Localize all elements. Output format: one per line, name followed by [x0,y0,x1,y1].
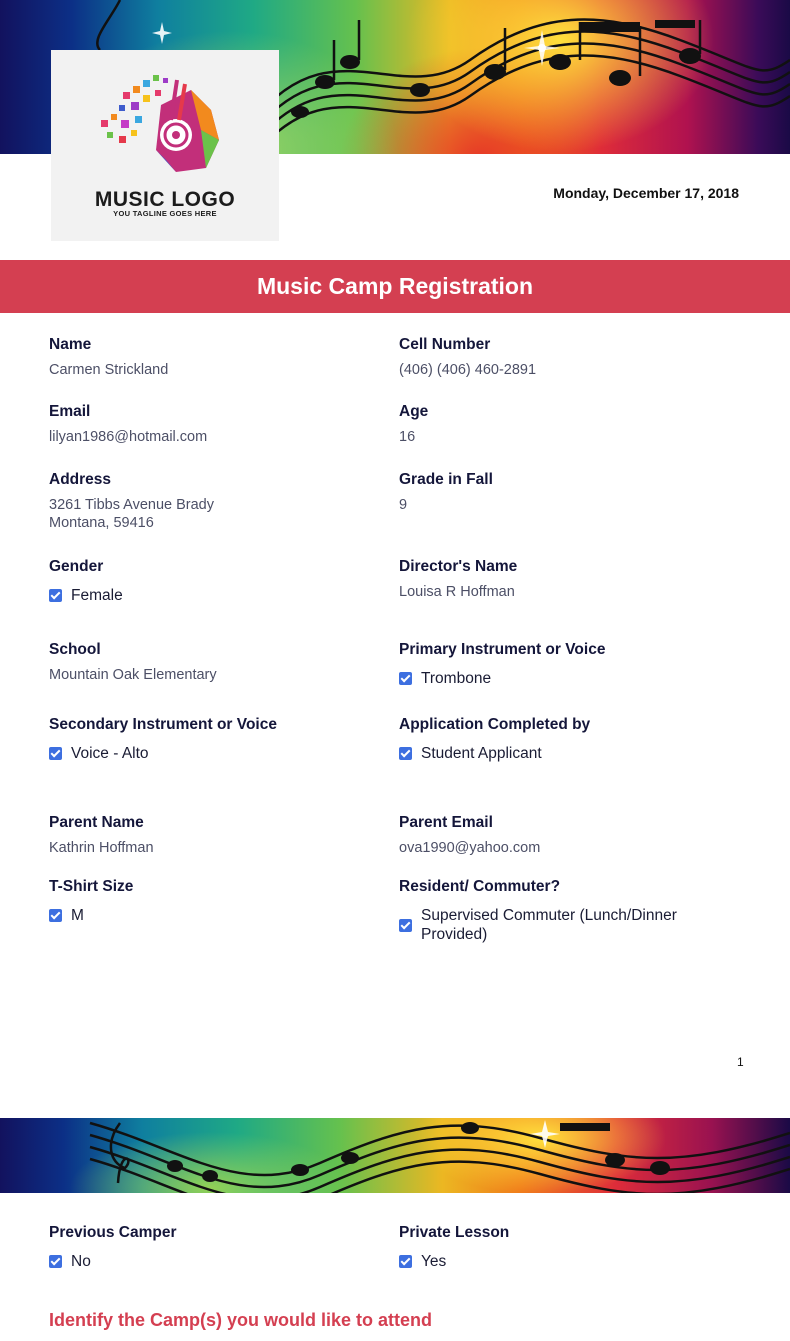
secondary-instrument-label: Secondary Instrument or Voice [49,716,277,733]
field-name [49,336,379,379]
checkbox-checked-icon[interactable] [49,1255,62,1268]
resident-option[interactable] [399,906,699,944]
field-director [399,558,729,601]
completed-by-option[interactable] [399,744,729,763]
tshirt-size-option[interactable] [49,906,379,925]
gender-value: Female [71,587,123,604]
director-value: Louisa R Hoffman [399,584,515,600]
private-lesson-label: Private Lesson [399,1224,510,1241]
field-cell-number [399,336,729,379]
school-label: School [49,641,101,658]
field-private-lesson [399,1224,729,1271]
page-number: 1 [737,1055,744,1069]
field-grade [399,471,729,514]
resident-label: Resident/ Commuter? [399,878,561,895]
music-logo [51,50,279,241]
tshirt-size-label: T-Shirt Size [49,878,134,895]
field-address [49,471,379,532]
field-tshirt-size [49,878,379,925]
name-label: Name [49,336,92,353]
checkbox-checked-icon[interactable] [49,589,62,602]
secondary-instrument-option[interactable] [49,744,379,763]
name-value: Carmen Strickland [49,362,169,378]
field-primary-instrument [399,641,729,688]
page2-banner [0,1118,790,1193]
email-label: Email [49,403,91,420]
school-value: Mountain Oak Elementary [49,667,217,683]
cell-number-label: Cell Number [399,336,491,353]
checkbox-checked-icon[interactable] [399,919,412,932]
private-lesson-value: Yes [421,1253,447,1270]
logo-name: MUSIC LOGO [94,188,236,211]
checkbox-checked-icon[interactable] [399,672,412,685]
completed-by-label: Application Completed by [399,716,591,733]
checkbox-checked-icon[interactable] [49,747,62,760]
checkbox-checked-icon[interactable] [399,1255,412,1268]
resident-value: Supervised Commuter (Lunch/Dinner Provided) [421,907,677,943]
address-line2: Montana, 59416 [49,515,154,531]
previous-camper-value: No [71,1253,91,1270]
parent-name-label: Parent Name [49,814,144,831]
parent-email-value: ova1990@yahoo.com [399,840,541,856]
completed-by-value: Student Applicant [421,745,542,762]
form-title: Music Camp Registration [0,260,790,313]
age-label: Age [399,403,429,420]
secondary-instrument-value: Voice - Alto [71,745,149,762]
logo-graphic-icon [51,50,279,190]
grade-label: Grade in Fall [399,471,493,488]
field-parent-email [399,814,729,857]
field-school [49,641,379,684]
tshirt-size-value: M [71,907,84,924]
parent-name-value: Kathrin Hoffman [49,840,154,856]
checkbox-checked-icon[interactable] [399,747,412,760]
document-date: Monday, December 17, 2018 [553,185,739,201]
camps-heading: Identify the Camp(s) you would like to attend [49,1310,433,1330]
private-lesson-option[interactable] [399,1252,729,1271]
director-label: Director's Name [399,558,518,575]
age-value: 16 [399,429,416,445]
gender-option[interactable] [49,586,379,605]
field-parent-name [49,814,379,857]
parent-email-label: Parent Email [399,814,493,831]
cell-number-value: (406) (406) 460-2891 [399,362,537,378]
field-resident [399,878,729,944]
field-gender [49,558,379,605]
logo-tagline: YOU TAGLINE GOES HERE [113,209,217,218]
field-previous-camper [49,1224,379,1271]
primary-instrument-option[interactable] [399,669,729,688]
music-notes-decoration [0,1118,790,1193]
primary-instrument-value: Trombone [421,670,492,687]
field-email [49,403,379,446]
address-label: Address [49,471,112,488]
email-value: lilyan1986@hotmail.com [49,429,208,445]
previous-camper-label: Previous Camper [49,1224,177,1241]
grade-value: 9 [399,497,408,513]
field-age [399,403,729,446]
gender-label: Gender [49,558,104,575]
field-completed-by [399,716,729,763]
primary-instrument-label: Primary Instrument or Voice [399,641,606,658]
field-secondary-instrument [49,716,379,763]
checkbox-checked-icon[interactable] [49,909,62,922]
previous-camper-option[interactable] [49,1252,379,1271]
address-line1: 3261 Tibbs Avenue Brady [49,497,214,513]
